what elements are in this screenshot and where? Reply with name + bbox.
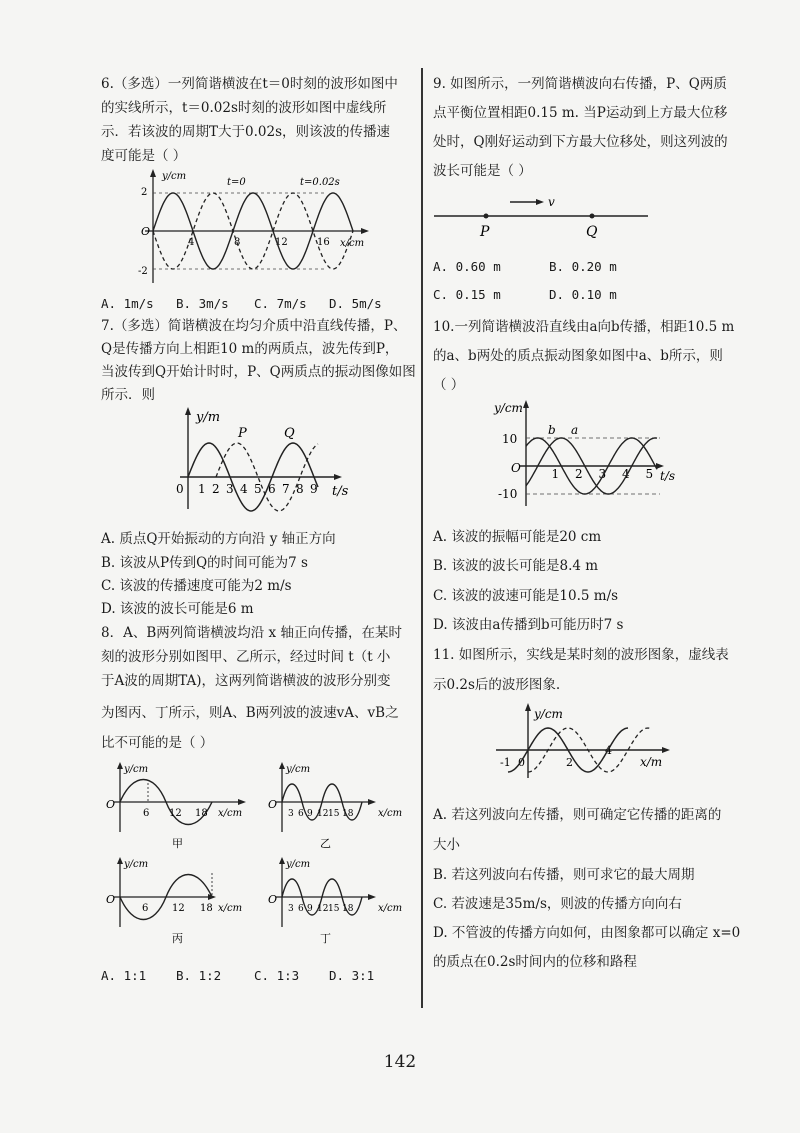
q11-option-b: B. 若这列波向右传播，则可求它的最大周期 — [433, 867, 695, 883]
q7-tick-3: 3 — [226, 482, 234, 496]
q10-option-c: C. 该波的波速可能是10.5 m/s — [433, 588, 619, 604]
q10-option-a: A. 该波的振幅可能是20 cm — [433, 529, 602, 545]
q6-wave-figure — [125, 165, 385, 287]
q11-option-d-line-2: 的质点在0.2s时间内的位移和路程 — [433, 954, 637, 970]
q8-yi-tick-6: 6 — [298, 809, 304, 819]
q6-line-4: 度可能是（ ） — [101, 148, 187, 164]
q10-origin: O — [511, 461, 521, 475]
q8-jia-caption: 甲 — [172, 837, 183, 850]
q9-option-c: C. 0.15 m — [433, 287, 501, 302]
q8-bing-caption: 丙 — [172, 932, 183, 945]
q10-tick-3: 3 — [598, 467, 607, 481]
q8-ding-tick-3: 3 — [288, 904, 294, 914]
q8-yi-tick-9: 9 — [307, 809, 313, 819]
q6-line-3: 示．若该波的周期T大于0.02s，则该波的传播速 — [101, 124, 390, 140]
q7-vibration-figure — [160, 405, 360, 515]
q9-point-p — [484, 214, 489, 219]
q9-line-3: 处时，Q刚好运动到下方最大位移处，则这列波的 — [433, 134, 728, 150]
q8-bing-tick-6: 6 — [142, 903, 149, 914]
q8-jia-tick-18: 18 — [195, 808, 208, 819]
q8-bing-y-label: y/cm — [124, 859, 149, 870]
q6-solid-label: t=0 — [227, 177, 246, 188]
column-divider — [421, 68, 423, 1008]
q8-option-c: C. 1:3 — [254, 968, 300, 983]
q8-figure-jia — [100, 758, 250, 853]
q8-line-5: 比不可能的是（ ） — [101, 735, 214, 751]
q10-option-d: D. 该波由a传播到b可能历时7 s — [433, 617, 624, 633]
q7-tick-1: 1 — [198, 482, 206, 496]
q10-label-a: a — [571, 423, 579, 437]
q10-y-label: y/cm — [494, 401, 523, 415]
q8-figure-bing — [100, 853, 250, 948]
q6-line-1: 6.（多选）一列简谐横波在t＝0时刻的波形如图中 — [101, 76, 398, 92]
q9-v-label: v — [548, 195, 555, 209]
q9-p-label: P — [480, 224, 490, 240]
q9-line-2: 点平衡位置相距0.15 m. 当P运动到上方最大位移 — [433, 105, 728, 121]
q8-line-3: 于A波的周期TA)，这两列简谐横波的波形分别变 — [101, 673, 391, 689]
q10-tick-4: 4 — [622, 467, 630, 481]
q10-x-label: t/s — [660, 469, 676, 483]
q8-ding-tick-15: 15 — [328, 904, 340, 914]
q11-xtick-neg1: -1 — [500, 756, 511, 769]
q9-point-q — [590, 214, 595, 219]
q11-origin: 0 — [518, 756, 525, 769]
q7-origin: 0 — [176, 482, 184, 496]
q8-figure-yi — [262, 758, 412, 853]
q10-label-b: b — [548, 423, 556, 437]
q10-tick-2: 2 — [575, 467, 583, 481]
q6-xtick-16: 16 — [317, 237, 330, 248]
q7-option-a: A. 质点Q开始振动的方向沿 y 轴正方向 — [101, 531, 336, 547]
q8-bing-x-label: x/cm — [218, 903, 243, 914]
q7-tick-8: 8 — [296, 482, 304, 496]
q8-yi-x-label: x/cm — [378, 808, 403, 819]
q8-yi-caption: 乙 — [320, 837, 331, 850]
q11-option-a-line-1: A. 若这列波向左传播，则可确定它传播的距离的 — [433, 807, 722, 823]
q7-option-c: C. 该波的传播速度可能为2 m/s — [101, 578, 292, 594]
q9-figure — [430, 192, 660, 244]
q10-option-b: B. 该波的波长可能是8.4 m — [433, 558, 599, 574]
q7-tick-5: 5 — [254, 482, 262, 496]
q10-ytick-neg10: -10 — [498, 487, 518, 501]
q8-jia-x-label: x/cm — [218, 808, 243, 819]
q11-xtick-4: 4 — [605, 744, 612, 757]
q6-y-label: y/cm — [162, 171, 187, 182]
q8-jia-y-label: y/cm — [124, 764, 149, 775]
q6-option-d: D. 5m/s — [329, 296, 382, 311]
q6-xtick-8: 8 — [234, 237, 241, 248]
q11-option-a-line-2: 大小 — [433, 837, 460, 853]
q7-y-label: y/m — [196, 410, 221, 425]
q7-label-q: Q — [284, 426, 295, 441]
q7-line-3: 当波传到Q开始计时时，P、Q两质点的振动图像如图 — [101, 364, 416, 380]
q8-ding-tick-12: 12 — [317, 904, 329, 914]
q8-ding-origin: O — [268, 893, 278, 906]
q11-option-d-line-1: D. 不管波的传播方向如何，由图象都可以确定 x=0 — [433, 925, 741, 941]
q9-line-1: 9. 如图所示，一列简谐横波向右传播，P、Q两质 — [433, 76, 727, 92]
q6-xtick-4: 4 — [188, 237, 195, 248]
q8-line-1: 8．A、B两列简谐横波均沿 x 轴正向传播，在某时 — [101, 625, 402, 641]
q8-option-d: D. 3:1 — [329, 968, 375, 983]
q8-jia-tick-12: 12 — [169, 808, 182, 819]
q8-ding-tick-18: 18 — [342, 904, 354, 914]
q7-line-4: 所示．则 — [101, 387, 155, 403]
q8-ding-tick-9: 9 — [307, 904, 313, 914]
q6-origin: O — [141, 225, 151, 238]
q6-option-b: B. 3m/s — [176, 296, 229, 311]
q10-tick-5: 5 — [645, 467, 654, 481]
q6-ytick-2: 2 — [141, 187, 148, 198]
q7-tick-7: 7 — [282, 482, 290, 496]
q8-jia-tick-6: 6 — [143, 808, 150, 819]
q9-option-d: D. 0.10 m — [549, 287, 617, 302]
q8-yi-y-label: y/cm — [286, 764, 311, 775]
q7-tick-4: 4 — [240, 482, 248, 496]
q6-line-2: 的实线所示，t＝0.02s时刻的波形如图中虚线所 — [101, 100, 387, 116]
q7-option-d: D. 该波的波长可能是6 m — [101, 601, 254, 617]
q8-ding-caption: 丁 — [320, 932, 331, 945]
q10-line-3: （ ） — [433, 377, 465, 393]
q8-yi-tick-3: 3 — [288, 809, 294, 819]
q7-tick-6: 6 — [268, 482, 276, 496]
q7-line-1: 7.（多选）简谐横波在均匀介质中沿直线传播，P、 — [101, 318, 407, 334]
q11-line-1: 11. 如图所示，实线是某时刻的波形图象，虚线表 — [433, 647, 729, 663]
q8-line-2: 刻的波形分别如图甲、乙所示，经过时间 t（t 小 — [101, 649, 391, 665]
q8-figure-ding — [262, 853, 412, 948]
q9-option-a: A. 0.60 m — [433, 259, 501, 274]
q11-wave-figure — [490, 702, 680, 780]
q8-yi-origin: O — [268, 798, 278, 811]
q8-bing-tick-12: 12 — [172, 903, 185, 914]
q7-option-b: B. 该波从P传到Q的时间可能为7 s — [101, 555, 308, 571]
q6-ytick-neg2: -2 — [138, 266, 148, 277]
q6-option-c: C. 7m/s — [254, 296, 307, 311]
q6-option-a: A. 1m/s — [101, 296, 154, 311]
q11-option-c: C. 若波速是35m/s，则波的传播方向向右 — [433, 896, 682, 912]
q6-x-label: x/cm — [340, 238, 365, 249]
q8-bing-tick-18: 18 — [200, 903, 213, 914]
q8-line-4: 为图丙、丁所示，则A、B两列波的波速vA、vB之 — [101, 705, 399, 721]
q11-x-label: x/m — [640, 755, 663, 769]
q11-xtick-2: 2 — [566, 756, 573, 769]
q8-yi-tick-15: 15 — [328, 809, 340, 819]
q7-tick-2: 2 — [212, 482, 220, 496]
q7-line-2: Q是传播方向上相距10 m的两质点，波先传到P， — [101, 341, 399, 357]
q9-q-label: Q — [586, 224, 598, 240]
q8-yi-tick-12: 12 — [317, 809, 329, 819]
q9-line-4: 波长可能是（ ） — [433, 163, 532, 179]
q10-tick-1: 1 — [551, 467, 560, 481]
q8-option-b: B. 1:2 — [176, 968, 222, 983]
q7-x-label: t/s — [332, 484, 349, 499]
q7-tick-9: 9 — [310, 482, 318, 496]
q6-dashed-label: t=0.02s — [300, 177, 340, 188]
q8-option-a: A. 1:1 — [101, 968, 147, 983]
q8-yi-tick-18: 18 — [342, 809, 354, 819]
q10-line-1: 10.一列简谐横波沿直线由a向b传播，相距10.5 m — [433, 319, 735, 335]
q6-xtick-12: 12 — [275, 237, 288, 248]
q9-option-b: B. 0.20 m — [549, 259, 617, 274]
q8-ding-y-label: y/cm — [286, 859, 311, 870]
q10-vibration-figure — [480, 398, 680, 510]
q10-line-2: 的a、b两处的质点振动图象如图中a、b所示，则 — [433, 348, 723, 364]
q11-y-label: y/cm — [534, 707, 563, 721]
q11-line-2: 示0.2s后的波形图象. — [433, 677, 561, 693]
q7-label-p: P — [238, 426, 247, 441]
page-number: 142 — [383, 1052, 417, 1072]
q10-ytick-10: 10 — [502, 432, 518, 446]
q8-jia-origin: O — [106, 798, 116, 811]
q8-bing-origin: O — [106, 893, 116, 906]
q8-ding-tick-6: 6 — [298, 904, 304, 914]
q8-ding-x-label: x/cm — [378, 903, 403, 914]
